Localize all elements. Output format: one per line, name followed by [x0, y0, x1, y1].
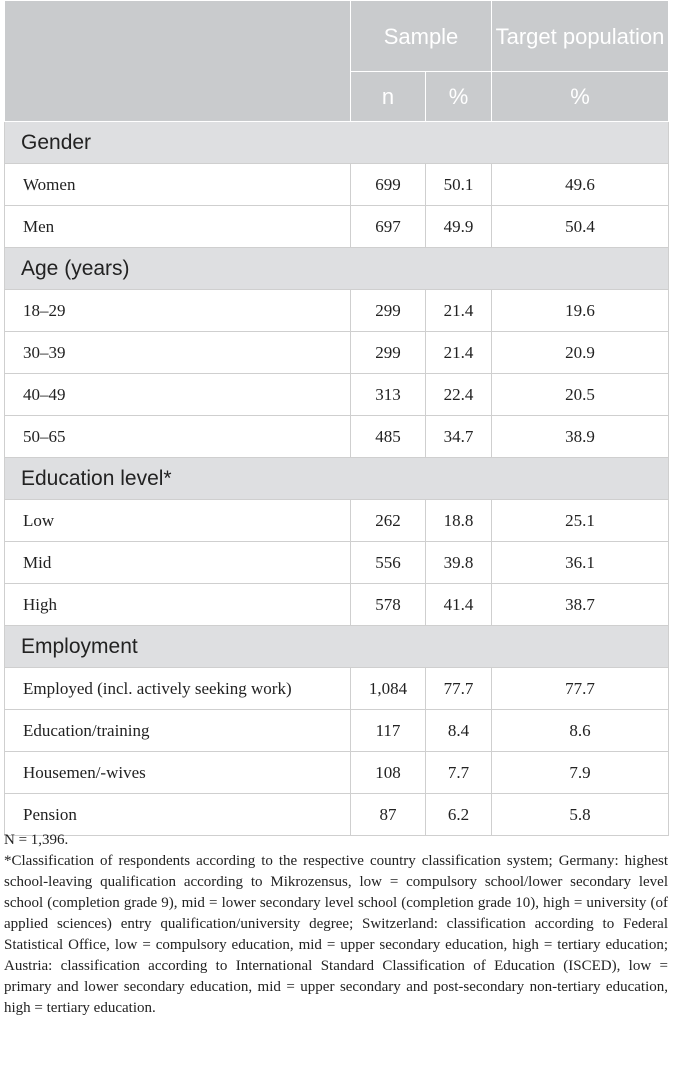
row-label: 18–29 — [5, 290, 351, 332]
cell-target-pct: 38.9 — [492, 416, 669, 458]
row-label: Women — [5, 164, 351, 206]
row-label: Mid — [5, 542, 351, 584]
cell-pct: 7.7 — [426, 752, 492, 794]
cell-pct: 21.4 — [426, 332, 492, 374]
table-row — [5, 500, 669, 542]
cell-target-pct: 49.6 — [492, 164, 669, 206]
table-row — [5, 584, 669, 626]
cell-n: 117 — [351, 710, 426, 752]
cell-target-pct: 25.1 — [492, 500, 669, 542]
table-row — [5, 416, 669, 458]
cell-n: 556 — [351, 542, 426, 584]
section-row — [5, 626, 669, 668]
table-row — [5, 164, 669, 206]
table-row — [5, 206, 669, 248]
cell-target-pct: 36.1 — [492, 542, 669, 584]
section-row — [5, 248, 669, 290]
cell-pct: 22.4 — [426, 374, 492, 416]
table-row — [5, 542, 669, 584]
cell-target-pct: 20.9 — [492, 332, 669, 374]
table-row — [5, 290, 669, 332]
cell-pct: 6.2 — [426, 794, 492, 836]
cell-pct: 21.4 — [426, 290, 492, 332]
cell-pct: 18.8 — [426, 500, 492, 542]
cell-n: 87 — [351, 794, 426, 836]
cell-n: 299 — [351, 290, 426, 332]
cell-target-pct: 7.9 — [492, 752, 669, 794]
cell-target-pct: 20.5 — [492, 374, 669, 416]
cell-pct: 34.7 — [426, 416, 492, 458]
cell-target-pct: 77.7 — [492, 668, 669, 710]
row-label: High — [5, 584, 351, 626]
row-label: Pension — [5, 794, 351, 836]
table-container — [4, 0, 668, 836]
cell-n: 262 — [351, 500, 426, 542]
section-title: Education level* — [5, 458, 669, 500]
cell-target-pct: 8.6 — [492, 710, 669, 752]
header-sample: Sample — [351, 1, 492, 72]
header-blank-cell — [5, 1, 351, 122]
cell-target-pct: 38.7 — [492, 584, 669, 626]
cell-pct: 77.7 — [426, 668, 492, 710]
section-title: Gender — [5, 122, 669, 164]
section-title: Employment — [5, 626, 669, 668]
header-n: n — [351, 72, 426, 122]
section-row — [5, 458, 669, 500]
cell-n: 699 — [351, 164, 426, 206]
cell-n: 485 — [351, 416, 426, 458]
cell-n: 578 — [351, 584, 426, 626]
row-label: Men — [5, 206, 351, 248]
row-label: 30–39 — [5, 332, 351, 374]
cell-n: 313 — [351, 374, 426, 416]
cell-pct: 49.9 — [426, 206, 492, 248]
cell-target-pct: 50.4 — [492, 206, 669, 248]
cell-n: 1,084 — [351, 668, 426, 710]
row-label: 40–49 — [5, 374, 351, 416]
table-row — [5, 332, 669, 374]
table-row — [5, 668, 669, 710]
table-body — [5, 122, 669, 836]
cell-pct: 41.4 — [426, 584, 492, 626]
cell-pct: 50.1 — [426, 164, 492, 206]
cell-target-pct: 19.6 — [492, 290, 669, 332]
cell-pct: 8.4 — [426, 710, 492, 752]
cell-pct: 39.8 — [426, 542, 492, 584]
row-label: Low — [5, 500, 351, 542]
cell-n: 299 — [351, 332, 426, 374]
row-label: Education/training — [5, 710, 351, 752]
table-row — [5, 710, 669, 752]
header-target-pct: % — [492, 72, 669, 122]
row-label: 50–65 — [5, 416, 351, 458]
table-row — [5, 752, 669, 794]
table-notes — [4, 830, 668, 1019]
header-target-population: Target population — [492, 1, 669, 72]
section-title: Age (years) — [5, 248, 669, 290]
section-row — [5, 122, 669, 164]
header-pct: % — [426, 72, 492, 122]
cell-target-pct: 5.8 — [492, 794, 669, 836]
footnote: *Classification of respondents according to the respective country classification system; Germany: highest school-leaving qualification according to Mikrozensus, low = compulsory school/lower secondary level school (completion grade 9), mid = lower secondary level school (completion grade 10), high = university (of applied sciences) entry qualification/university degree; Switzerland: classification according to Federal Statistical Office, low = compulsory education, mid = upper secondary education, high = tertiary education; Austria: classification according to International Standard Classification of Education (ISCED), low = primary and lower secondary education, mid = upper secondary and post-secondary non-tertiary education, high = tertiary education. — [4, 853, 668, 1016]
cell-n: 697 — [351, 206, 426, 248]
row-label: Housemen/-wives — [5, 752, 351, 794]
row-label: Employed (incl. actively seeking work) — [5, 668, 351, 710]
table-row — [5, 374, 669, 416]
cell-n: 108 — [351, 752, 426, 794]
demographics-table — [4, 0, 669, 836]
sample-size-note: N = 1,396. — [4, 832, 69, 848]
